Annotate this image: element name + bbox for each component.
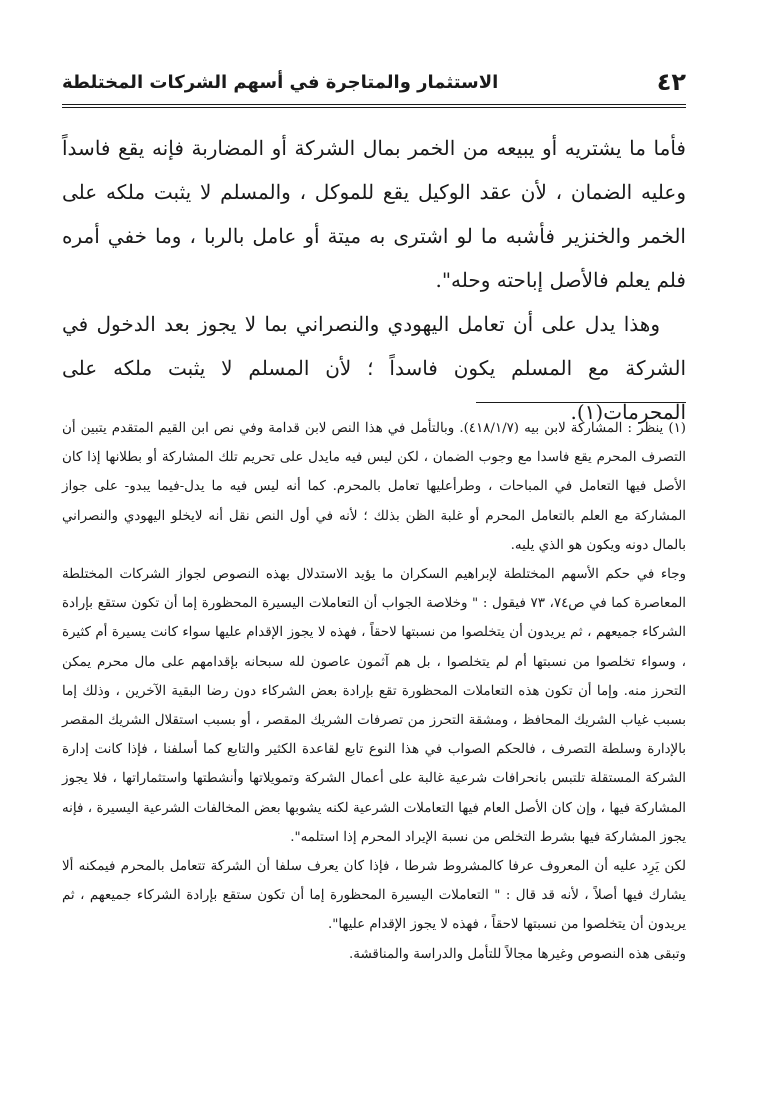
paragraph-2-text: وهذا يدل على أن تعامل اليهودي والنصراني بما لا يجوز بعد الدخول في الشركة مع المسلم يكون فاسداً ؛ لأن المسلم لا يثبت ملكه على المحرمات — [62, 312, 686, 424]
paragraph-1: فأما ما يشتريه أو يبيعه من الخمر بمال الشركة أو المضاربة فإنه يقع فاسداً وعليه الضمان ، لأن عقد الوكيل يقع للموكل ، والمسلم لا يثبت ملكه على الخمر والخنزير فأشبه ما لو اشترى به ميتة أو عامل بالربا ، وما خفي أمره فلم يعلم فالأصل إباحته وحله". — [62, 136, 686, 292]
footnote-separator — [476, 402, 686, 403]
page-header — [62, 66, 686, 108]
paragraph-2: وهذا يدل على أن تعامل اليهودي والنصراني بما لا يجوز بعد الدخول في الشركة مع المسلم يكون فاسداً ؛ لأن المسلم لا يثبت ملكه على المحرمات(١). — [62, 312, 686, 424]
footnote-ref[interactable]: (١) — [576, 400, 604, 424]
footnotes — [62, 414, 686, 969]
page-number: ٤٢ — [656, 68, 686, 96]
main-text — [62, 126, 686, 434]
footnote-1-objection: لكن يَرِد عليه أن المعروف عرفا كالمشروط شرطا ، فإذا كان يعرف سلفا أن الشركة تتعامل بالمحرم فيمكنه ألا يشارك فيها أصلاً ، لأنه قد قال : " التعاملات اليسيرة المحظورة إما أن تكون ستقع بإرادة الشركاء جميعهم ، ثم يريدون أن يتخلصوا من نسبتها لاحقاً ، فهذه لا يجوز الإقدام عليها". — [62, 859, 686, 933]
footnote-1-quote: وجاء في حكم الأسهم المختلطة لإبراهيم السكران ما يؤيد الاستدلال بهذه النصوص لجواز الشركات المختلطة المعاصرة كما في ص٧٤، ٧٣ فيقول : " وخلاصة الجواب أن التعاملات اليسيرة المحظورة إما أن تكون ستقع بإرادة الشركاء جميعهم ، ثم يريدون أن يتخلصوا من نسبتها لاحقاً ، فهذه لا يجوز الإقدام عليها سواء كانت يسيرة أم كثيرة ، وسواء تخلصوا من نسبتها أم لم يتخلصوا ، بل هم آثمون عاصون لله سبحانه بإقدامهم على مال محرم يمكن التحرز منه. وإما أن تكون هذه التعاملات المحظورة تقع بإرادة بعض الشركاء دون رضا البقية الآخرين ، وذلك إما بسبب غياب الشريك المحافظ ، ومشقة التحرز من تصرفات الشريك المقصر ، أو بسبب استقلال الشريك المقصر بالإدارة وسلطة التصرف ، فالحكم الصواب في هذا النوع تابع لقاعدة الكثير والتابع كما أسلفنا ، فإذا كانت إدارة الشركة المستقلة تلتبس بانحرافات شرعية غالبة على أعمال الشركة وتمويلاتها وأنشطتها واستثماراتها ، فلا يجوز المشاركة فيها ، وإن كان الأصل العام فيها التعاملات الشرعية لكنه يشوبها بعض المخالفات الشرعية اليسيرة ، فإنه يجوز المشاركة فيها بشرط التخلص من نسبة الإيراد المحرم إذا استلمه". — [62, 567, 686, 845]
footnote-1: (١) ينظر : المشاركة لابن بيه (٤١٨/١/٧). وبالتأمل في هذا النص لابن قدامة وفي نص ابن القيم المتقدم يتبين أن التصرف المحرم يقع فاسدا مع وجوب الضمان ، لكن ليس فيه مايدل على تحريم تلك المشاركة أو بطلانها إذا كان الأصل فيها التعامل في المباحات ، وطرأعليها تعامل بالمحرم. كما أنه ليس فيه ما يدل-فيما يبدو- على جواز المشاركة مع العلم بالتعامل المحرم أو غلبة الظن بذلك ؛ لأنه في أول النص نقل أنه لايخلو اليهودي والنصراني بالمال دونه ويكون هو الذي يليه. — [62, 421, 686, 553]
footnote-1-closing: وتبقى هذه النصوص وغيرها مجالاً للتأمل والدراسة والمناقشة. — [349, 946, 686, 962]
running-title: الاستثمار والمتاجرة في أسهم الشركات المختلطة — [62, 72, 499, 93]
